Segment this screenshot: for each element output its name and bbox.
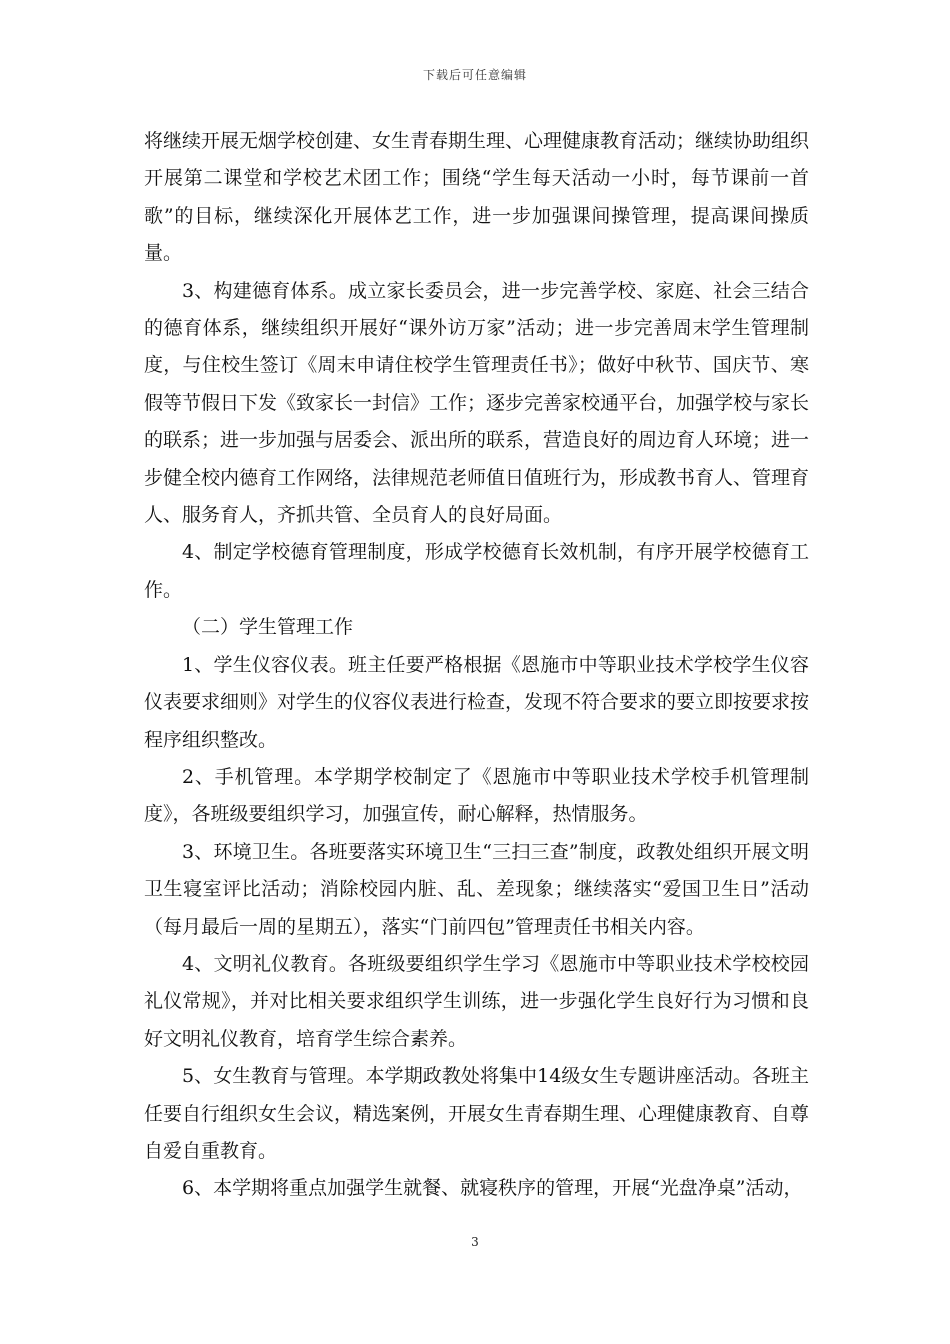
paragraph-8: 5、女生教育与管理。本学期政教处将集中14级女生专题讲座活动。各班主任要自行组织女生会议，精选案例，开展女生青春期生理、心理健康教育、自尊自爱自重教育。 [144, 1065, 810, 1162]
section-heading: （二）学生管理工作 [182, 616, 354, 639]
page-number: 3 [471, 1235, 479, 1249]
paragraph-9: 6、本学期将重点加强学生就餐、就寝秩序的管理，开展“光盘净桌”活动， [182, 1177, 803, 1200]
paragraph-1: 将继续开展无烟学校创建、女生青春期生理、心理健康教育活动；继续协助组织开展第二课堂和学校艺术团工作；围绕“学生每天活动一小时，每节课前一首歌”的目标，继续深化开展体艺工作，进一步加强课间操管理，提高课间操质量。 [144, 130, 810, 265]
paragraph-5: 2、手机管理。本学期学校制定了《恩施市中等职业技术学校手机管理制度》，各班级要组织学习，加强宣传，耐心解释，热情服务。 [144, 765, 809, 826]
paragraph-2: 3、构建德育体系。成立家长委员会，进一步完善学校、家庭、社会三结合的德育体系，继续组织开展好“课外访万家”活动；进一步完善周末学生管理制度，与住校生签订《周末申请住校学生管理责任书》；做好中秋节、国庆节、寒假等节假日下发《致家长一封信》工作；逐步完善家校通平台，加强学校与家长的联系；进一步加强与居委会、派出所的联系，营造良好的周边育人环境；进一步健全校内德育工作网络，法律规范老师值日值班行为，形成教书育人、管理育人、服务育人，齐抓共管、全员育人的良好局面。 [144, 279, 810, 527]
paragraph-6: 3、环境卫生。各班要落实环境卫生“三扫三查”制度，政教处组织开展文明卫生寝室评比活动；消除校园内脏、乱、差现象；继续落实“爱国卫生日”活动（每月最后一周的星期五），落实“门前四包”管理责任书相关内容。 [144, 840, 809, 938]
paragraph-4: 1、学生仪容仪表。班主任要严格根据《恩施市中等职业技术学校学生仪容仪表要求细则》对学生的仪容仪表进行检查，发现不符合要求的要立即按要求按程序组织整改。 [144, 653, 810, 751]
paragraph-3: 4、制定学校德育管理制度，形成学校德育长效机制，有序开展学校德育工作。 [144, 541, 809, 601]
paragraph-7: 4、文明礼仪教育。各班级要组织学生学习《恩施市中等职业技术学校校园礼仪常规》，并对比相关要求组织学生训练，进一步强化学生良好行为习惯和良好文明礼仪教育，培育学生综合素养。 [144, 952, 809, 1050]
header-note: 下载后可任意编辑 [422, 68, 527, 82]
document-body [144, 123, 809, 1208]
